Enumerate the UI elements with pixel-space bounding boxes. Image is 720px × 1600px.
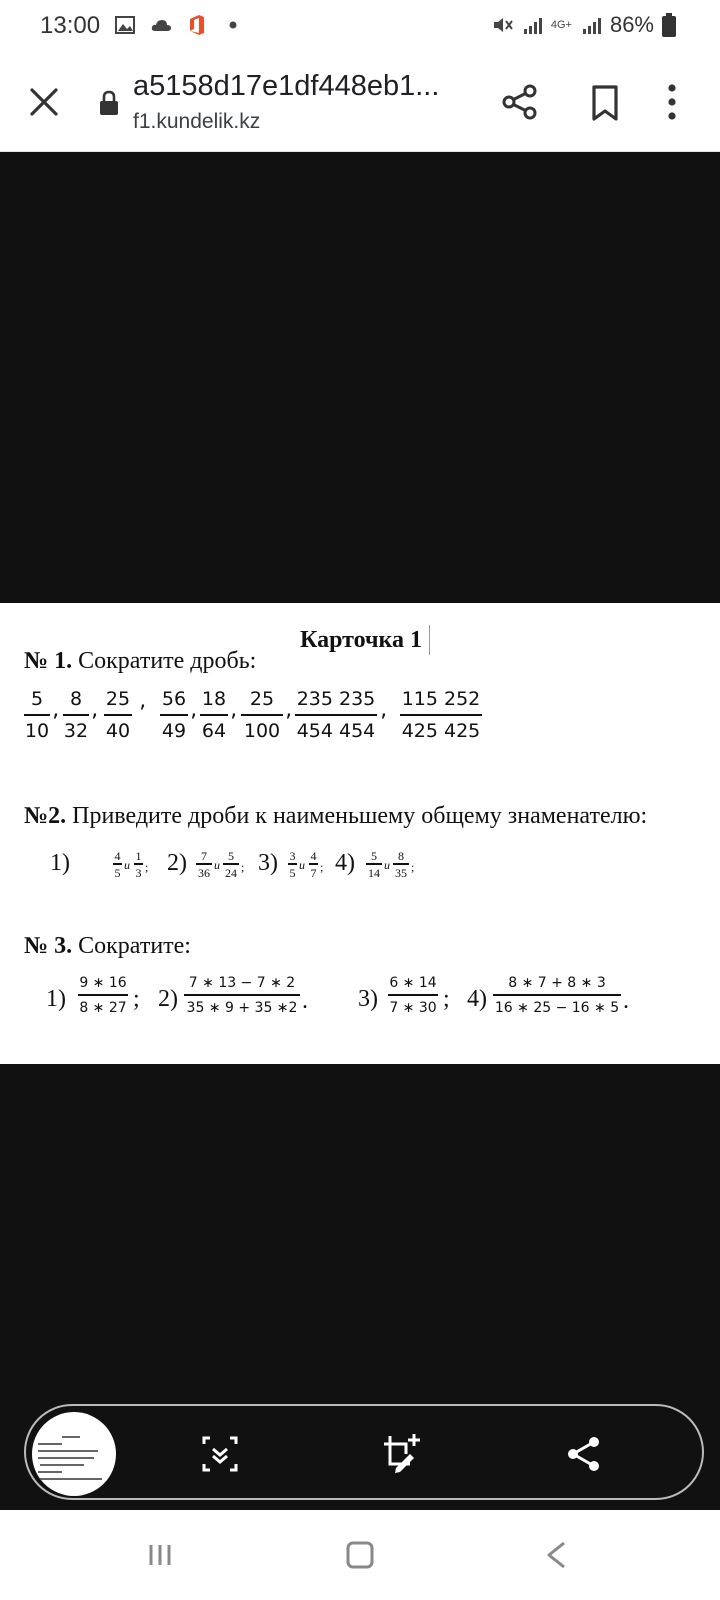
- task1-number: № 1.: [24, 648, 73, 674]
- task1-heading: [24, 648, 256, 675]
- screenshot-toolbar: [24, 1404, 704, 1500]
- task2-fraction: 7 36: [198, 849, 210, 880]
- semicolon: ;: [411, 860, 415, 874]
- browser-toolbar: [0, 56, 720, 152]
- bookmark-icon[interactable]: [588, 84, 622, 122]
- card-title: Карточка 1: [300, 627, 422, 653]
- battery-icon: [662, 13, 676, 37]
- separator: ’: [139, 702, 146, 727]
- screenshot-thumbnail[interactable]: [32, 1412, 116, 1496]
- document-image: [0, 603, 720, 1064]
- task1-fraction: 5 10: [24, 688, 50, 742]
- conjunction: и: [299, 858, 305, 872]
- task3-item-label: 1): [46, 986, 66, 1012]
- task2-fraction: 4 7: [310, 849, 317, 880]
- wifi-signal-icon: [521, 14, 543, 36]
- separator: ’: [230, 711, 237, 736]
- conjunction: и: [384, 858, 390, 872]
- task2-number: №2.: [24, 803, 67, 829]
- task1-fraction: 56 49: [161, 688, 187, 742]
- network-type: 4G+: [550, 18, 572, 31]
- cloud-icon: [150, 14, 172, 36]
- viewer-background-top: [0, 152, 720, 603]
- task1-fraction: 235 235 454 454: [296, 688, 376, 742]
- task2-item-label: 4): [335, 850, 355, 876]
- period: .: [302, 988, 308, 1014]
- separator: ’: [52, 711, 59, 736]
- task2-fraction: 4 5: [114, 849, 121, 880]
- task2-fraction: 8 35: [395, 849, 407, 880]
- task1-fraction: 25 40: [105, 688, 131, 742]
- task3-fraction: 6 ∗ 14 7 ∗ 30: [389, 975, 437, 1016]
- task3-item-label: 4): [467, 986, 487, 1012]
- system-icons: [491, 12, 676, 38]
- task3-fraction: 7 ∗ 13 − 7 ∗ 2 35 ∗ 9 + 35 ∗2: [184, 976, 300, 1015]
- back-icon[interactable]: [540, 1538, 574, 1572]
- task3-number: № 3.: [24, 933, 73, 959]
- period: .: [623, 988, 629, 1014]
- task2-item-label: 2): [167, 850, 187, 876]
- task3-fraction: 8 ∗ 7 + 8 ∗ 3 16 ∗ 25 − 16 ∗ 5: [494, 975, 620, 1016]
- semicolon: ;: [145, 860, 149, 874]
- recents-icon[interactable]: [143, 1538, 177, 1572]
- semicolon: ;: [320, 860, 324, 874]
- scroll-capture-icon[interactable]: [198, 1432, 242, 1476]
- lock-icon[interactable]: [98, 90, 120, 116]
- task1-fraction: 18 64: [201, 688, 227, 742]
- conjunction: и: [214, 858, 220, 872]
- gallery-icon: [114, 14, 136, 36]
- task3-heading: [24, 933, 191, 960]
- close-icon[interactable]: [26, 84, 62, 120]
- separator: ’: [91, 711, 98, 736]
- status-bar: [0, 0, 720, 56]
- dot-icon: [222, 14, 244, 36]
- home-icon[interactable]: [343, 1538, 377, 1572]
- task1-fraction: 25 100: [241, 690, 283, 741]
- task3-fraction: 9 ∗ 16 8 ∗ 27: [79, 975, 127, 1016]
- task1-text: Сократите дробь:: [72, 648, 257, 674]
- task1-fraction: 115 252 425 425: [401, 688, 481, 742]
- separator: ’: [285, 711, 292, 736]
- task3-item-label: 2): [158, 986, 178, 1012]
- cell-signal-icon: [580, 14, 602, 36]
- page-title[interactable]: a5158d17e1df448eb1...: [133, 70, 440, 102]
- status-time: 13:00: [40, 12, 101, 39]
- task2-fraction: 5 14: [368, 849, 380, 880]
- task2-item-label: 1): [50, 850, 70, 876]
- navigation-bar: [0, 1510, 720, 1600]
- battery-percent: 86%: [609, 12, 654, 37]
- edit-crop-icon[interactable]: [380, 1432, 424, 1476]
- semicolon: ;: [443, 986, 450, 1012]
- office-icon: [186, 14, 208, 36]
- semicolon: ;: [133, 986, 140, 1012]
- task2-fraction: 3 5: [289, 849, 296, 880]
- share-icon[interactable]: [562, 1432, 606, 1476]
- separator: ’: [380, 711, 387, 736]
- separator: ’: [190, 711, 197, 736]
- task1-fraction: 8 32: [63, 688, 89, 742]
- url-host[interactable]: f1.kundelik.kz: [133, 110, 261, 133]
- semicolon: ;: [241, 860, 245, 874]
- task2-text: Приведите дроби к наименьшему общему знаменателю:: [66, 803, 648, 829]
- conjunction: и: [124, 858, 130, 872]
- task3-text: Сократите:: [72, 933, 191, 959]
- text-cursor: [429, 625, 430, 655]
- notification-icons: [114, 14, 244, 36]
- share-icon[interactable]: [500, 82, 540, 122]
- task3-item-label: 3): [358, 986, 378, 1012]
- task2-fraction: 5 24: [225, 849, 237, 880]
- task2-fraction: 1 3: [135, 849, 142, 880]
- task2-heading: [24, 803, 647, 830]
- task2-item-label: 3): [258, 850, 278, 876]
- mute-icon: [491, 14, 513, 36]
- more-vert-icon[interactable]: [664, 82, 680, 122]
